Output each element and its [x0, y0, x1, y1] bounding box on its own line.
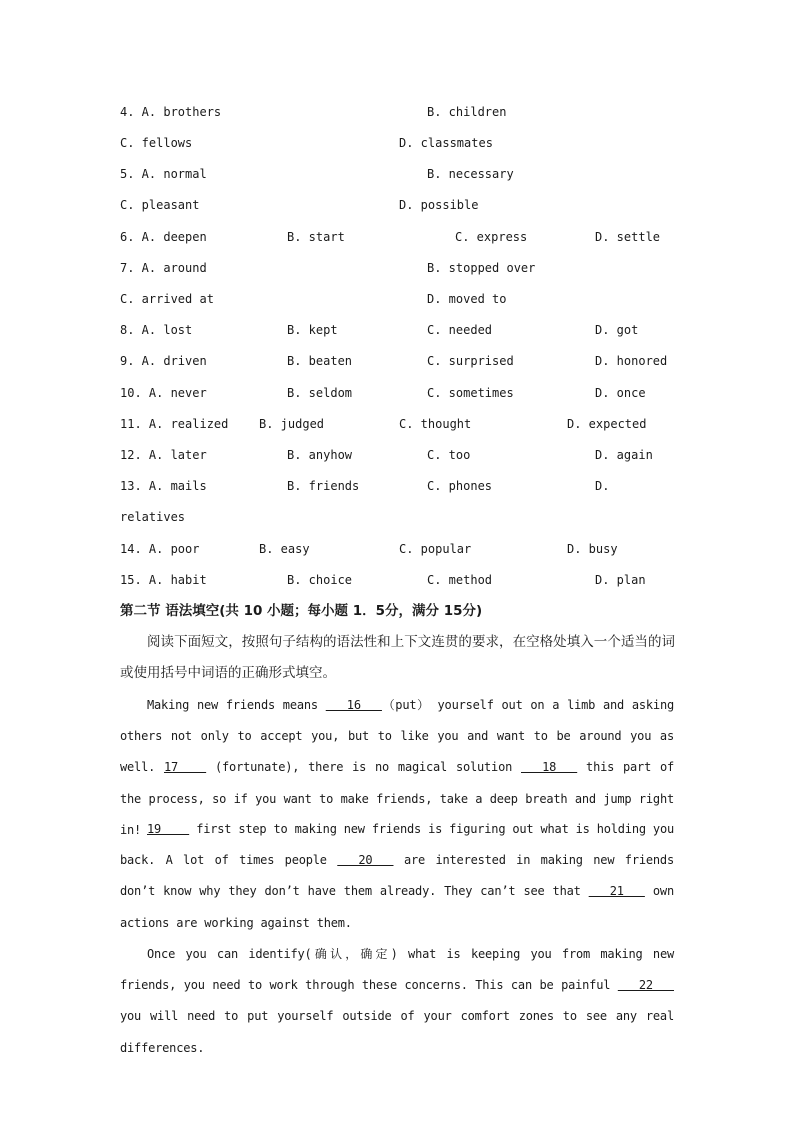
question-12-option-a: 12. A. later: [120, 448, 207, 462]
question-9-option-a: 9. A. driven: [120, 354, 207, 368]
question-13-option-a: 13. A. mails: [120, 479, 207, 493]
question-14-option-d: D. busy: [567, 542, 618, 556]
question-5-option-d: D. possible: [399, 198, 479, 212]
question-7-option-a: 7. A. around: [120, 261, 207, 275]
question-14-option-b: B. easy: [259, 542, 310, 556]
question-8-option-d: D. got: [595, 323, 639, 337]
question-13: [120, 476, 680, 496]
question-12-option-c: C. too: [427, 448, 471, 462]
question-4: [120, 102, 680, 122]
question-6-option-c: C. express: [455, 230, 528, 244]
question-9: [120, 351, 680, 371]
blank-17: 17: [163, 760, 207, 775]
passage-text: (fortunate), there is no magical solution: [206, 760, 521, 775]
passage-paragraph-2: [120, 814, 674, 939]
passage-text: first step to making new friends is figuring out what is holding you back. A lot of times people: [120, 822, 674, 868]
question-15: [120, 570, 680, 590]
question-15-option-d: D. plan: [595, 573, 646, 587]
question-7-option-c: C. arrived at: [120, 292, 214, 306]
question-13-option-d: D.: [595, 479, 610, 493]
question-4-option-a: 4. A. brothers: [120, 105, 222, 119]
question-4-option-d: D. classmates: [399, 136, 493, 150]
question-8-option-b: B. kept: [287, 323, 338, 337]
question-15-option-b: B. choice: [287, 573, 353, 587]
question-10: [120, 383, 680, 403]
question-10-option-c: C. sometimes: [427, 386, 514, 400]
blank-16: 16: [325, 698, 382, 712]
section-title: 第二节 语法填空(共 10 小题；每小题 1．5分，满分 15分): [120, 603, 483, 619]
question-13-option-b: B. friends: [287, 479, 360, 493]
question-9-option-b: B. beaten: [287, 354, 353, 368]
question-14-option-a: 14. A. poor: [120, 542, 200, 556]
question-11-option-a: 11. A. realized: [120, 417, 229, 431]
question-5-row2: [120, 195, 680, 215]
question-13-row2: [120, 507, 680, 527]
question-6: [120, 227, 680, 247]
question-10-option-a: 10. A. never: [120, 386, 207, 400]
question-5-option-b: B. necessary: [427, 167, 514, 181]
question-12-option-b: B. anyhow: [287, 448, 353, 462]
passage-text: are interested in making new friends don’t know why they don’t have them already. They can’t see that: [120, 853, 674, 899]
question-10-option-b: B. seldom: [287, 386, 353, 400]
question-8-option-c: C. needed: [427, 323, 493, 337]
question-12: [120, 445, 680, 465]
blank-18: 18: [521, 760, 578, 775]
question-12-option-d: D. again: [595, 448, 653, 462]
question-15-option-c: C. method: [427, 573, 493, 587]
question-7-row2: [120, 289, 680, 309]
question-5-option-c: C. pleasant: [120, 198, 200, 212]
passage-text: you will need to put yourself outside of your comfort zones to see any real differences.: [120, 1009, 674, 1055]
question-14: [120, 539, 680, 559]
question-6-option-a: 6. A. deepen: [120, 230, 207, 244]
question-11-option-b: B. judged: [259, 417, 325, 431]
question-4-option-b: B. children: [427, 105, 507, 119]
passage-text: own actions are working against them.: [120, 884, 674, 930]
question-6-option-d: D. settle: [595, 230, 661, 244]
question-10-option-d: D. once: [595, 386, 646, 400]
question-5: [120, 164, 680, 184]
question-4-row2: [120, 133, 680, 153]
question-9-option-c: C. surprised: [427, 354, 514, 368]
question-8: [120, 320, 680, 340]
passage-text: Making new friends means: [147, 698, 326, 712]
question-7: [120, 258, 680, 278]
question-15-option-a: 15. A. habit: [120, 573, 207, 587]
blank-19: 19: [147, 822, 190, 836]
question-14-option-c: C. popular: [399, 542, 472, 556]
passage-text: Once you can identify(确认，确定) what is keeping you from making new friends, you need to work through these concerns. This can be painful: [120, 947, 674, 993]
blank-21: 21: [588, 884, 645, 899]
question-5-option-a: 5. A. normal: [120, 167, 207, 181]
question-11: [120, 414, 680, 434]
question-9-option-d: D. honored: [595, 354, 668, 368]
question-7-option-d: D. moved to: [427, 292, 507, 306]
blank-20: 20: [337, 853, 394, 868]
question-6-option-b: B. start: [287, 230, 345, 244]
question-13-option-c: C. phones: [427, 479, 493, 493]
question-11-option-c: C. thought: [399, 417, 472, 431]
question-4-option-c: C. fellows: [120, 136, 193, 150]
question-8-option-a: 8. A. lost: [120, 323, 193, 337]
blank-22: 22: [617, 978, 674, 993]
passage-text: this part of the process, so if you want to make friends, take a deep breath and jump right in!: [120, 760, 675, 837]
question-7-option-b: B. stopped over: [427, 261, 536, 275]
passage-paragraph-3: [120, 939, 674, 1064]
question-11-option-d: D. expected: [567, 417, 647, 431]
question-13-option-d-text: relatives: [120, 510, 186, 524]
section-instructions: 阅读下面短文，按照句子结构的语法性和上下文连贯的要求，在空格处填入一个适当的词或使用括号中词语的正确形式填空。: [120, 634, 675, 681]
passage-text: （put） yourself out on a limb and asking others not only to accept you, but to like you and want to be around you as well.: [120, 698, 674, 775]
